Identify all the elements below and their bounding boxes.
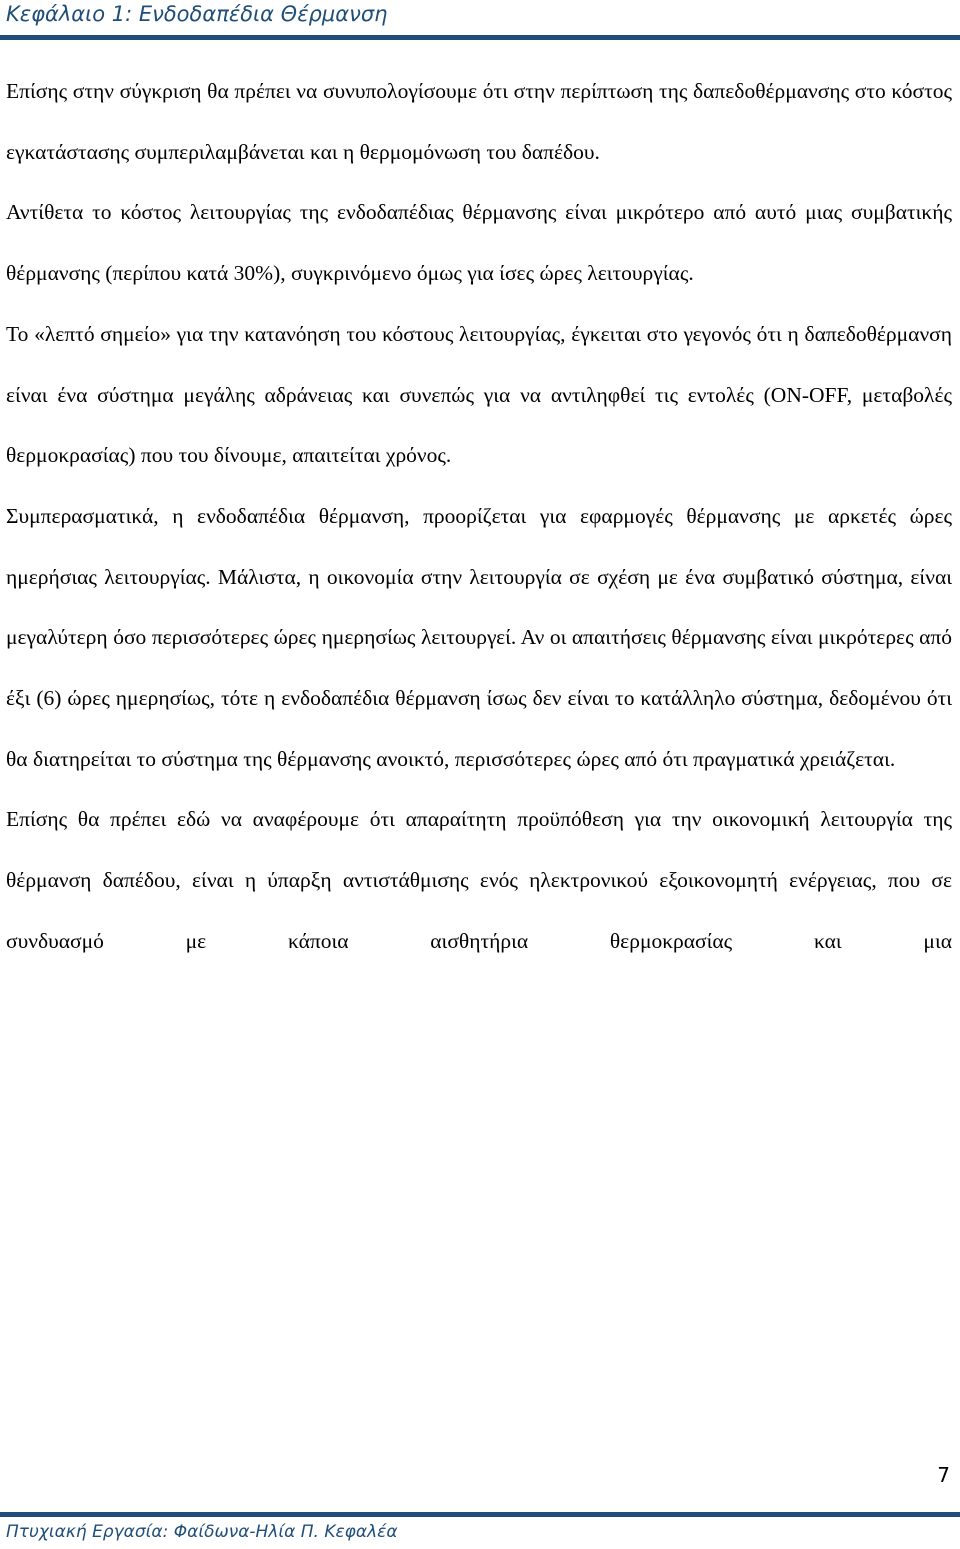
footer-divider: [0, 1512, 960, 1517]
paragraph-operating-cost: Αντίθετα το κόστος λειτουργίας της ενδοδαπέδιας θέρμανσης είναι μικρότερο από αυτό μιας συμβατικής θέρμανσης (περίπου κατά 30%), συγκρινόμενο όμως για ίσες ώρες λειτουργίας.: [6, 200, 952, 286]
running-footer-author: Πτυχιακή Εργασία: Φαίδωνα-Ηλία Π. Κεφαλέα: [6, 1522, 398, 1542]
document-body: [6, 61, 952, 972]
paragraph-conclusion: Συμπερασματικά, η ενδοδαπέδια θέρμανση, προορίζεται για εφαρμογές θέρμανσης με αρκετές ώρες ημερήσιας λειτουργίας. Μάλιστα, η οικονομία στην λειτουργία σε σχέση με ένα συμβατικό σύστημα, είναι μεγαλύτερη όσο περισσότερες ώρες ημερησίως λειτουργεί. Αν οι απαιτήσεις θέρμανσης είναι μικρότερες από έξι (6) ώρες ημερησίως, τότε η ενδοδαπέδια θέρμανση ίσως δεν είναι το κατάλληλο σύστημα, δεδομένου ότι θα διατηρείται το σύστημα της θέρμανσης ανοικτό, περισσότερες ώρες από ότι πραγματικά χρειάζεται.: [6, 503, 952, 771]
paragraph-insulation-cost: Επίσης στην σύγκριση θα πρέπει να συνυπολογίσουμε ότι στην περίπτωση της δαπεδοθέρμανσης στο κόστος εγκατάστασης συμπεριλαμβάνεται και η θερμομόνωση του δαπέδου.: [6, 79, 952, 164]
paragraph-system-inertia: Το «λεπτό σημείο» για την κατανόηση του κόστους λειτουργίας, έγκειται στο γεγονός ότι η δαπεδοθέρμανση είναι ένα σύστημα μεγάλης αδράνειας και συνεπώς για να αντιληφθεί τις εντολές (ON-OFF, μεταβολές θερμοκρασίας) που του δίνουμε, απαιτείται χρόνος.: [6, 321, 952, 468]
running-header-title: Κεφάλαιο 1: Ενδοδαπέδια Θέρμανση: [6, 2, 388, 26]
header-divider: [0, 35, 960, 40]
paragraph-energy-saver: Επίσης θα πρέπει εδώ να αναφέρουμε ότι απαραίτητη προϋπόθεση για την οικονομική λειτουργία της θέρμανση δαπέδου, είναι η ύπαρξη αντιστάθμισης ενός ηλεκτρονικού εξοικονομητή ενέργειας, που σε συνδυασμό με κάποια αισθητήρια θερμοκρασίας και μια: [6, 807, 952, 953]
page-number: 7: [937, 1463, 950, 1487]
